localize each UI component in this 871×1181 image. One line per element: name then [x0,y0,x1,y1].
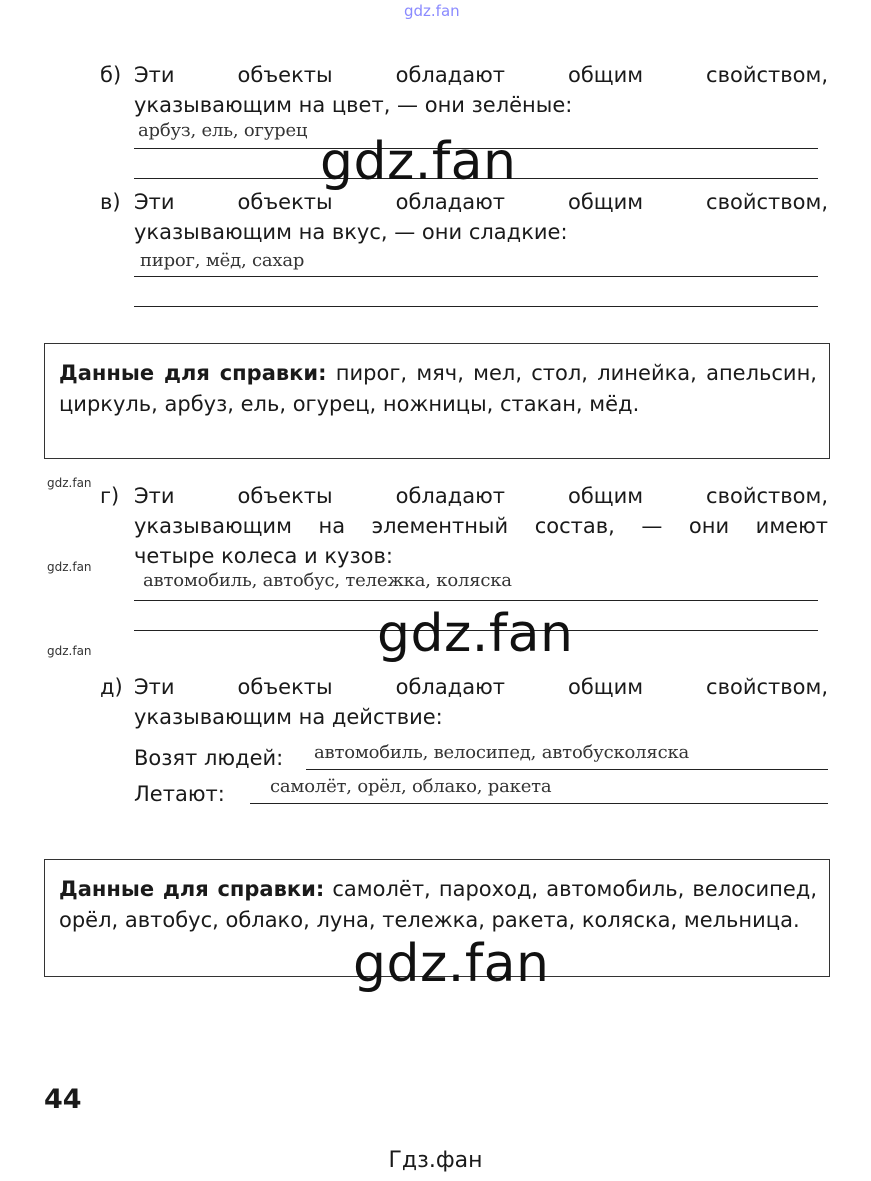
footer-site-name: Гдз.фан [388,1148,483,1173]
watermark: gdz.fan [377,604,574,664]
reference-text: самолёт, пароход, автомобиль, велосипед, орёл, автобус, облако, луна, тележка, ракета, коляска, мельница. [59,877,818,932]
answer-line [134,276,818,277]
task-g [100,481,828,571]
watermark: gdz.fan [320,132,517,192]
handwritten-answer: пирог, мёд, сахар [140,250,305,271]
reference-title: Данные для справки: [59,877,325,901]
watermark-small: gdz.fan [47,560,92,574]
page-number: 44 [44,1084,82,1115]
task-letter: в) [100,190,121,214]
task-text: Эти объекты обладают общим свойством, [134,484,828,508]
task-text: указывающим на элементный состав, — они имеют [134,514,828,538]
watermark: gdz.fan [353,934,550,994]
handwritten-answer: арбуз, ель, огурец [138,120,308,141]
task-text: указывающим на вкус, — они сладкие: [134,220,568,244]
task-letter: д) [100,675,123,699]
task-letter: г) [100,484,120,508]
reference-text: пирог, мяч, мел, стол, линейка, апельсин, циркуль, арбуз, ель, огурец, ножницы, стакан, мёд. [59,361,817,416]
watermark-small: gdz.fan [47,476,92,490]
task-text: Эти объекты обладают общим свойством, [134,190,828,214]
task-letter: б) [100,63,122,87]
task-text: указывающим на действие: [134,705,443,729]
answer-line [134,306,818,307]
answer-line [134,600,818,601]
reference-box-1 [44,343,830,459]
answer-line [250,803,828,804]
watermark-small: gdz.fan [47,644,92,658]
handwritten-answer: автомобиль, велосипед, автобусколяска [314,742,690,763]
watermark-top: gdz.fan [404,2,460,20]
handwritten-answer: автомобиль, автобус, тележка, коляска [143,570,512,591]
task-v [100,187,828,247]
task-text: указывающим на цвет, — они зелёные: [134,93,573,117]
handwritten-answer: самолёт, орёл, облако, ракета [270,776,552,797]
task-text: Эти объекты обладают общим свойством, [134,63,828,87]
answer-line [306,769,828,770]
reference-title: Данные для справки: [59,361,327,385]
row-label-fly: Летают: [134,782,225,806]
task-b [100,60,828,120]
task-text: четыре колеса и кузов: [134,544,393,568]
row-label-transport: Возят людей: [134,746,284,770]
task-text: Эти объекты обладают общим свойством, [134,675,828,699]
task-d [100,672,828,732]
